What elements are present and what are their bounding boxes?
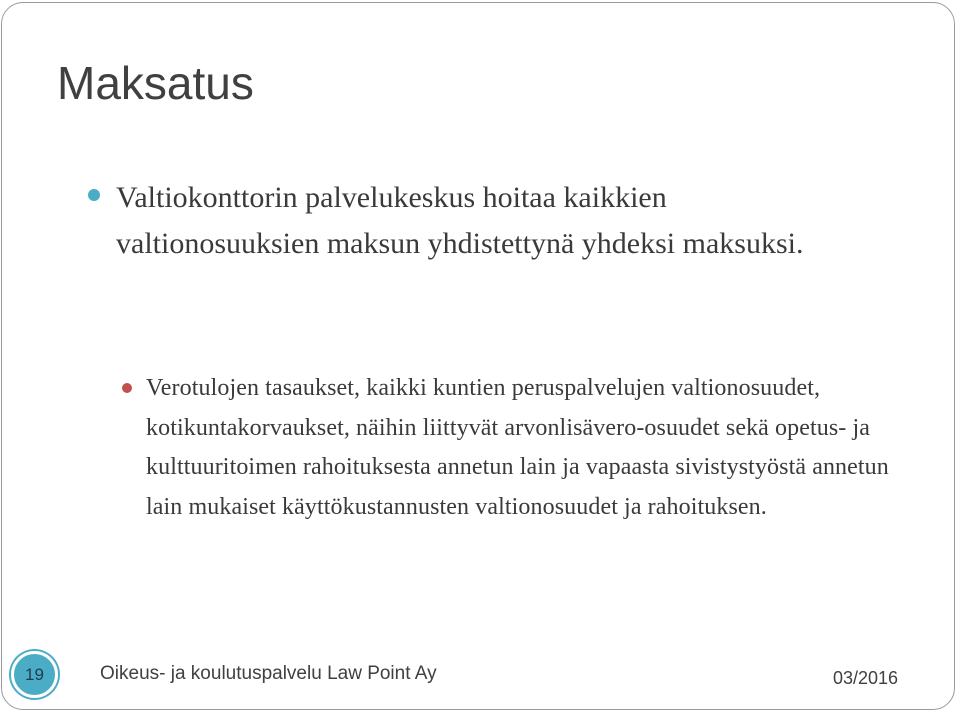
bullet-dot-level1	[88, 189, 100, 201]
bullet-level2-text: Verotulojen tasaukset, kaikki kuntien peruspalvelujen valtionosuudet, kotikuntakorvaukset, näihin liittyvät arvonlisävero-osuudet sekä opetus- ja kulttuuritoimen rahoituksesta annetun lain ja vapaasta sivistystyöstä annetun lain mukaiset käyttökustannusten valtionosuudet ja rahoituksen.	[146, 375, 889, 520]
bullet-level1-text: Valtiokonttorin palvelukeskus hoitaa kaikkien valtionosuuksien maksun yhdistettynä yhdeksi maksuksi.	[116, 181, 804, 260]
slide-frame	[1, 2, 955, 710]
footer-date: 03/2016	[833, 668, 899, 688]
page-number-badge	[11, 651, 58, 698]
page-number: 19	[25, 664, 44, 684]
slide-title: Maksatus	[57, 57, 254, 109]
bullet-dot-level2	[122, 383, 132, 393]
footer-organization: Oikeus- ja koulutuspalvelu Law Point Ay	[100, 663, 437, 684]
